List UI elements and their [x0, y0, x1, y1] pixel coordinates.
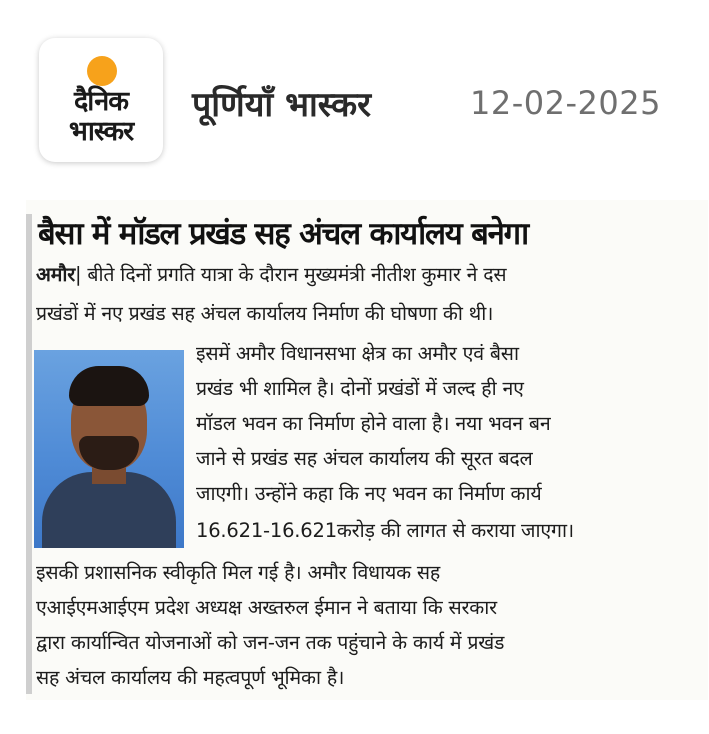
- article-line-9: इसकी प्रशासनिक स्वीकृति मिल गई है। अमौर विधायक सह: [36, 561, 441, 584]
- mla-photo: [34, 350, 184, 548]
- article-line-1: [36, 262, 506, 288]
- article-line-8: 16.621-16.621करोड़ की लागत से कराया जाएगा।: [196, 519, 574, 542]
- article-dateline: अमौर: [36, 263, 75, 286]
- sun-icon: [87, 56, 117, 86]
- publication-date: 12-02-2025: [470, 84, 661, 122]
- article-line-2: प्रखंडों में नए प्रखंड सह अंचल कार्यालय निर्माण की घोषणा की थी।: [36, 302, 494, 325]
- article-headline: बैसा में मॉडल प्रखंड सह अंचल कार्यालय बनेगा: [38, 216, 528, 252]
- article-line-3: इसमें अमौर विधानसभा क्षेत्र का अमौर एवं बैसा: [196, 342, 519, 365]
- dainik-bhaskar-logo: [39, 38, 163, 162]
- article-line-1-text: | बीते दिनों प्रगति यात्रा के दौरान मुख्यमंत्री नीतीश कुमार ने दस: [75, 263, 507, 286]
- article-line-5: मॉडल भवन का निर्माण होने वाला है। नया भवन बन: [196, 412, 551, 435]
- news-clipping: [26, 200, 708, 700]
- article-line-12: सह अंचल कार्यालय की महत्वपूर्ण भूमिका है।: [36, 666, 345, 689]
- article-line-4: प्रखंड भी शामिल है। दोनों प्रखंडों में जल्द ही नए: [196, 377, 524, 400]
- photo-hair-shape: [69, 366, 149, 406]
- article-line-11: द्वारा कार्यान्वित योजनाओं को जन-जन तक पहुंचाने के कार्य में प्रखंड: [36, 631, 505, 654]
- clipping-edge: [26, 214, 32, 694]
- article-line-6: जाने से प्रखंड सह अंचल कार्यालय की सूरत बदल: [196, 447, 533, 470]
- logo-text-line2: भास्कर: [68, 116, 134, 147]
- article-line-7: जाएगी। उन्होंने कहा कि नए भवन का निर्माण कार्य: [196, 482, 542, 505]
- edition-title: पूर्णियाँ भास्कर: [192, 85, 372, 125]
- article-line-10: एआईएमआईएम प्रदेश अध्यक्ष अख्तरुल ईमान ने बताया कि सरकार: [36, 596, 497, 619]
- logo-text-line1: दैनिक: [73, 86, 129, 117]
